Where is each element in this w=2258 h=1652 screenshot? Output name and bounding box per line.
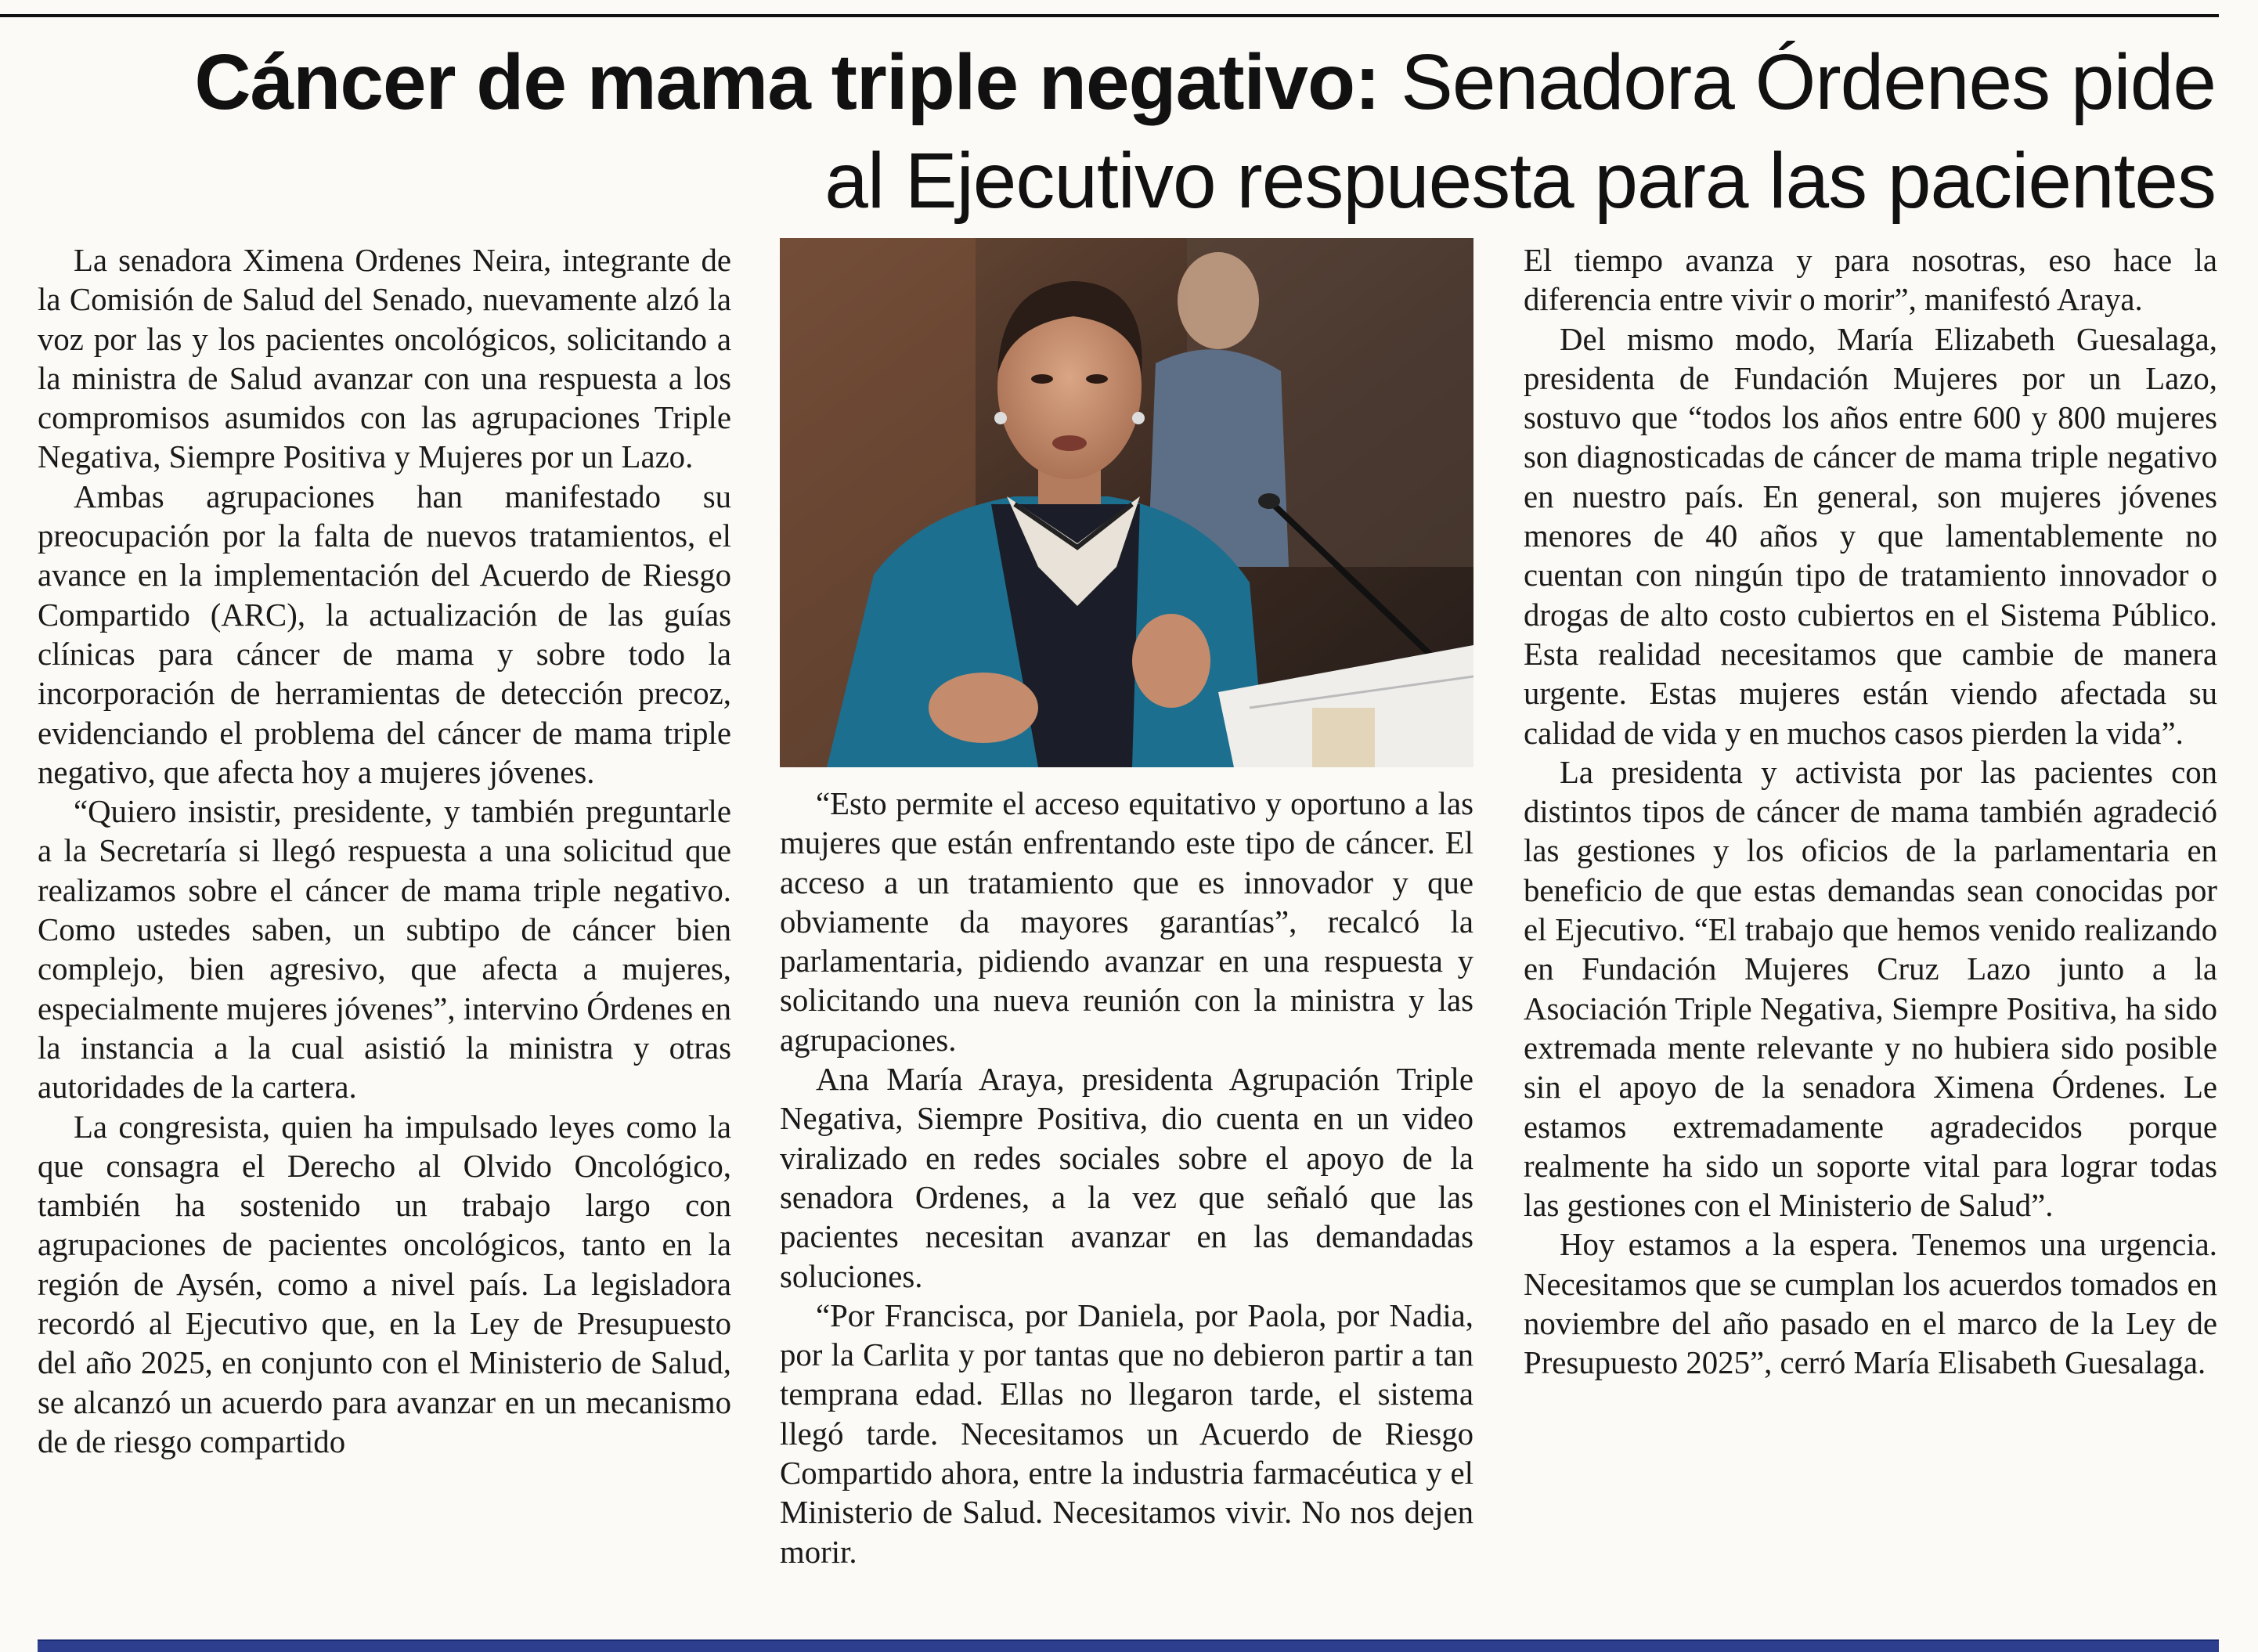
paragraph: Ambas agrupaciones han manifestado su preocupación por la falta de nuevos tratamientos, el avance en la implementación del Acuerdo de Riesgo Compartido (ARC), la actualización de las guías clínicas para cáncer de mama y sobre todo la incorporación de herramientas de detección precoz, evidenciando el problema del cáncer de mama triple negativo, que afecta hoy a mujeres jóvenes. bbox=[38, 478, 731, 790]
headline-bold: Cáncer de mama triple negativo: bbox=[194, 38, 1380, 126]
headline bbox=[70, 33, 2216, 230]
paragraph: La presidenta y activista por las pacientes con distintos tipos de cáncer de mama también agradeció las gestiones y los oficios de la parlamentaria en beneficio de que estas demandas sean conocidas por el Ejecutivo. “El trabajo que hemos venido realizando en Fundación Mujeres Cruz Lazo junto a la Asociación Triple Negativa, Siempre Positiva, ha sido extremada mente relevante y no hubiera sido posible sin el apoyo de la senadora Ximena Órdenes. Le estamos extremadamente agradecidos porque realmente ha sido un soporte vital para lograr todas las gestiones con el Ministerio de Salud”. bbox=[1524, 754, 2217, 1224]
headline-regular-1: Senadora Órdenes pide bbox=[1380, 38, 2216, 126]
article-column-2 bbox=[780, 785, 1473, 1572]
paragraph: Del mismo modo, María Elizabeth Guesalaga, presidenta de Fundación Mujeres por un Lazo, sostuvo que “todos los años entre 600 y 800 mujeres son diagnosticadas de cáncer de mama triple negativo en nuestro país. En general, son mujeres jóvenes menores de 40 años y que lamentablemente no cuentan con ningún tipo de tratamiento innovador o drogas de alto costo cubiertos en el Sistema Público. Esta realidad necesitamos que cambie de manera urgente. Estas mujeres están viendo afectada su calidad de vida y en muchos casos pierden la vida”. bbox=[1524, 321, 2217, 751]
article-column-3 bbox=[1524, 241, 2217, 1383]
paragraph: El tiempo avanza y para nosotras, eso hace la diferencia entre vivir o morir”, manifestó Araya. bbox=[1524, 243, 2217, 318]
paragraph: La congresista, quien ha impulsado leyes como la que consagra el Derecho al Olvido Oncológico, también ha sostenido un trabajo largo con agrupaciones de pacientes oncológicos, tanto en la región de Aysén, como a nivel país. La legisladora recordó al Ejecutivo que, en la Ley de Presupuesto del año 2025, en conjunto con el Ministerio de Salud, se alcanzó un acuerdo para avanzar en un mecanismo de de riesgo compartido bbox=[38, 1109, 731, 1459]
paragraph: Ana María Araya, presidenta Agrupación Triple Negativa, Siempre Positiva, dio cuenta en un video viralizado en redes sociales sobre el apoyo de la senadora Ordenes, a la vez que señaló que las pacientes necesitan avanzar en las demandadas soluciones. bbox=[780, 1062, 1473, 1294]
article-column-1 bbox=[38, 241, 731, 1462]
senator-photo bbox=[780, 238, 1473, 767]
paragraph: “Por Francisca, por Daniela, por Paola, por Nadia, por la Carlita y por tantas que no debieron partir a tan temprana edad. Ellas no llegaron tarde, el sistema llegó tarde. Necesitamos un Acuerdo de Riesgo Compartido ahora, entre la industria farmacéutica y el Ministerio de Salud. Necesitamos vivir. No nos dejen morir. bbox=[780, 1297, 1473, 1570]
paragraph: “Quiero insistir, presidente, y también preguntarle a la Secretaría si llegó respuesta a una solicitud que realizamos sobre el cáncer de mama triple negativo. Como ustedes saben, un subtipo de cáncer bien complejo, bien agresivo, que afecta a mujeres, especialmente mujeres jóvenes”, intervino Órdenes en la instancia a la cual asistió la ministra y otras autoridades de la cartera. bbox=[38, 794, 731, 1106]
headline-regular-2: al Ejecutivo respuesta para las pacientes bbox=[824, 137, 2216, 225]
paragraph: “Esto permite el acceso equitativo y oportuno a las mujeres que están enfrentando este tipo de cáncer. El acceso a un tratamiento que es innovador y que obviamente da mayores garantías”, recalcó la parlamentaria, pidiendo avanzar en una respuesta y solicitando una nueva reunión con la ministra y las agrupaciones. bbox=[780, 786, 1473, 1058]
paragraph: Hoy estamos a la espera. Tenemos una urgencia. Necesitamos que se cumplan los acuerdos tomados en noviembre del año pasado en el marco de la Ley de Presupuesto 2025”, cerró María Elisabeth Guesalaga. bbox=[1524, 1227, 2217, 1381]
paragraph: La senadora Ximena Ordenes Neira, integrante de la Comisión de Salud del Senado, nuevamente alzó la voz por las y los pacientes oncológicos, solicitando a la ministra de Salud avanzar con una respuesta a los compromisos asumidos con las agrupaciones Triple Negativa, Siempre Positiva y Mujeres por un Lazo. bbox=[38, 243, 731, 475]
page-header-rule bbox=[0, 0, 2219, 17]
